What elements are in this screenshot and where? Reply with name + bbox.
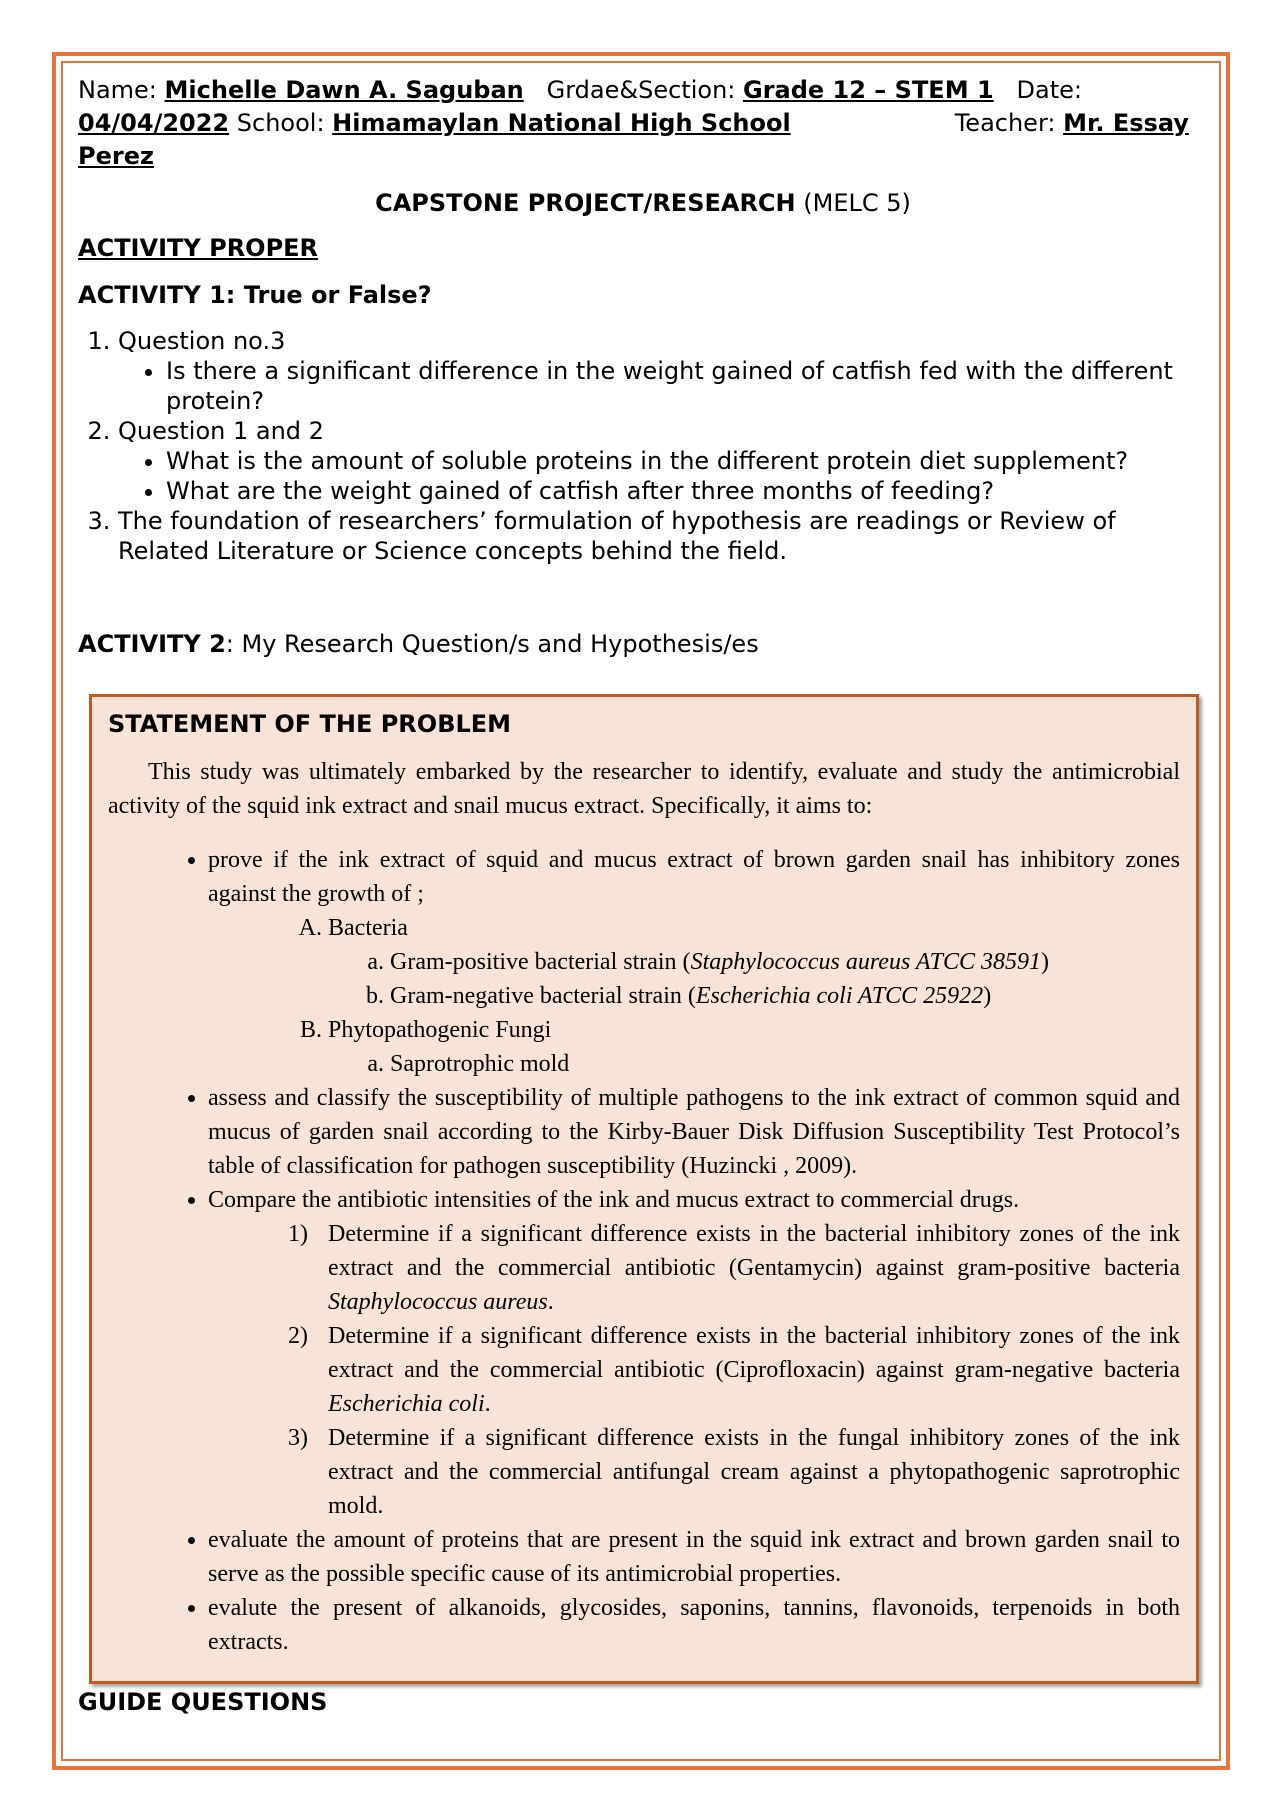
list-item: • Compare the antibiotic intensities of the ink and mucus extract to commercial drugs. Determine if a significant difference exists in the bacterial inhibitory zones of the ink extract and the commercial antibiotic (Gentamycin) against gram-positive bacteria Staphylococcus aureus. Determine if a significant difference exists in the bacterial inhibitory zones of the ink extract and the commercial antibiotic (Ciprofloxacin) against gram-negative bacteria Escherichia coli. Determine if a significant difference exists in the fungal inhibitory zones of the ink extract and the commercial antifungal cream against a phytopathogenic saprotrophic mold. — [208, 1183, 1180, 1523]
activity1-list — [78, 326, 1208, 566]
page-title: CAPSTONE PROJECT/RESEARCH (MELC 5) — [375, 189, 911, 217]
objectives-list — [108, 843, 1180, 1659]
name-value: Michelle Dawn A. Saguban — [164, 76, 524, 104]
list-item: • What are the weight gained of catfish after three months of feeding? — [166, 476, 1208, 506]
problem-title: STATEMENT OF THE PROBLEM — [108, 710, 512, 738]
statement-of-problem-box — [89, 694, 1199, 1684]
list-item: A. Bacteria a. Gram-positive bacterial strain (Staphylococcus aureus ATCC 38591) b. Gram-negative bacterial strain (Escherichia coli ATCC 25922) — [328, 911, 1180, 1013]
list-item: b. Gram-negative bacterial strain (Escherichia coli ATCC 25922) — [390, 979, 1180, 1013]
list-item: • evaluate the amount of proteins that are present in the squid ink extract and brown garden snail to serve as the possible specific cause of its antimicrobial properties. — [208, 1523, 1180, 1591]
guide-questions-heading: GUIDE QUESTIONS — [78, 1688, 328, 1716]
list-item: • evalute the present of alkanoids, glycosides, saponins, tannins, flavonoids, terpenoids in both extracts. — [208, 1591, 1180, 1659]
activity2-heading: ACTIVITY 2: My Research Question/s and Hypothesis/es — [78, 630, 759, 658]
date-value: 04/04/2022 — [78, 109, 230, 137]
activity1-heading: ACTIVITY 1: True or False? — [78, 281, 432, 309]
list-item: Determine if a significant difference exists in the bacterial inhibitory zones of the ink extract and the commercial antibiotic (Gentamycin) against gram-positive bacteria Staphylococcus aureus. — [328, 1221, 1180, 1315]
list-item: Determine if a significant difference exists in the bacterial inhibitory zones of the ink extract and the commercial antibiotic (Ciprofloxacin) against gram-negative bacteria Escherichia coli. — [328, 1323, 1180, 1417]
school-value: Himamaylan National High School — [332, 109, 791, 137]
activity-proper-heading: ACTIVITY PROPER — [78, 234, 319, 262]
list-item: 2. Question 1 and 2 • What is the amount of soluble proteins in the different protein diet supplement? • What are the weight gained of catfish after three months of feeding? — [118, 416, 1208, 506]
list-item: • prove if the ink extract of squid and mucus extract of brown garden snail has inhibitory zones against the growth of ; A. Bacteria a. Gram-positive bacterial strain (Staphylococcus aureus ATCC 38591) b. Gram-negative bacterial strain (Escherichia coli ATCC 25922) B. Phytopathogenic Fungi a. Saprotrophic mold — [208, 843, 1180, 1081]
section-value: Grade 12 – STEM 1 — [743, 76, 994, 104]
date-label: Date: — [1016, 76, 1082, 104]
school-label: School: — [236, 109, 333, 137]
list-item: 3. The foundation of researchers’ formulation of hypothesis are readings or Review of Related Literature or Science concepts behind the field. — [118, 506, 1208, 566]
list-item: • assess and classify the susceptibility of multiple pathogens to the ink extract of common squid and mucus of garden snail according to the Kirby-Bauer Disk Diffusion Susceptibility Test Protocol’s table of classification for pathogen susceptibility (Huzincki , 2009). — [208, 1081, 1180, 1183]
problem-intro: This study was ultimately embarked by the researcher to identify, evaluate and study the antimicrobial activity of the squid ink extract and snail mucus extract. Specifically, it aims to: — [108, 759, 1180, 819]
section-label: Grdae&Section: — [546, 76, 743, 104]
teacher-label: Teacher: — [954, 109, 1064, 137]
worksheet-content — [78, 74, 1208, 661]
header-info — [78, 74, 1208, 173]
list-item: • What is the amount of soluble proteins in the different protein diet supplement? — [166, 446, 1208, 476]
list-item: a. Saprotrophic mold — [390, 1047, 1180, 1081]
list-item: Determine if a significant difference exists in the fungal inhibitory zones of the ink extract and the commercial antifungal cream against a phytopathogenic saprotrophic mold. — [328, 1425, 1180, 1519]
list-item: B. Phytopathogenic Fungi a. Saprotrophic mold — [328, 1013, 1180, 1081]
list-item: 1. Question no.3 • Is there a significant difference in the weight gained of catfish fed with the different protein? — [118, 326, 1208, 416]
name-label: Name: — [78, 76, 165, 104]
list-item: a. Gram-positive bacterial strain (Staphylococcus aureus ATCC 38591) — [390, 945, 1180, 979]
list-item: • Is there a significant difference in the weight gained of catfish fed with the different protein? — [166, 356, 1208, 416]
teacher-value: Mr. Essay Perez — [78, 109, 1189, 170]
